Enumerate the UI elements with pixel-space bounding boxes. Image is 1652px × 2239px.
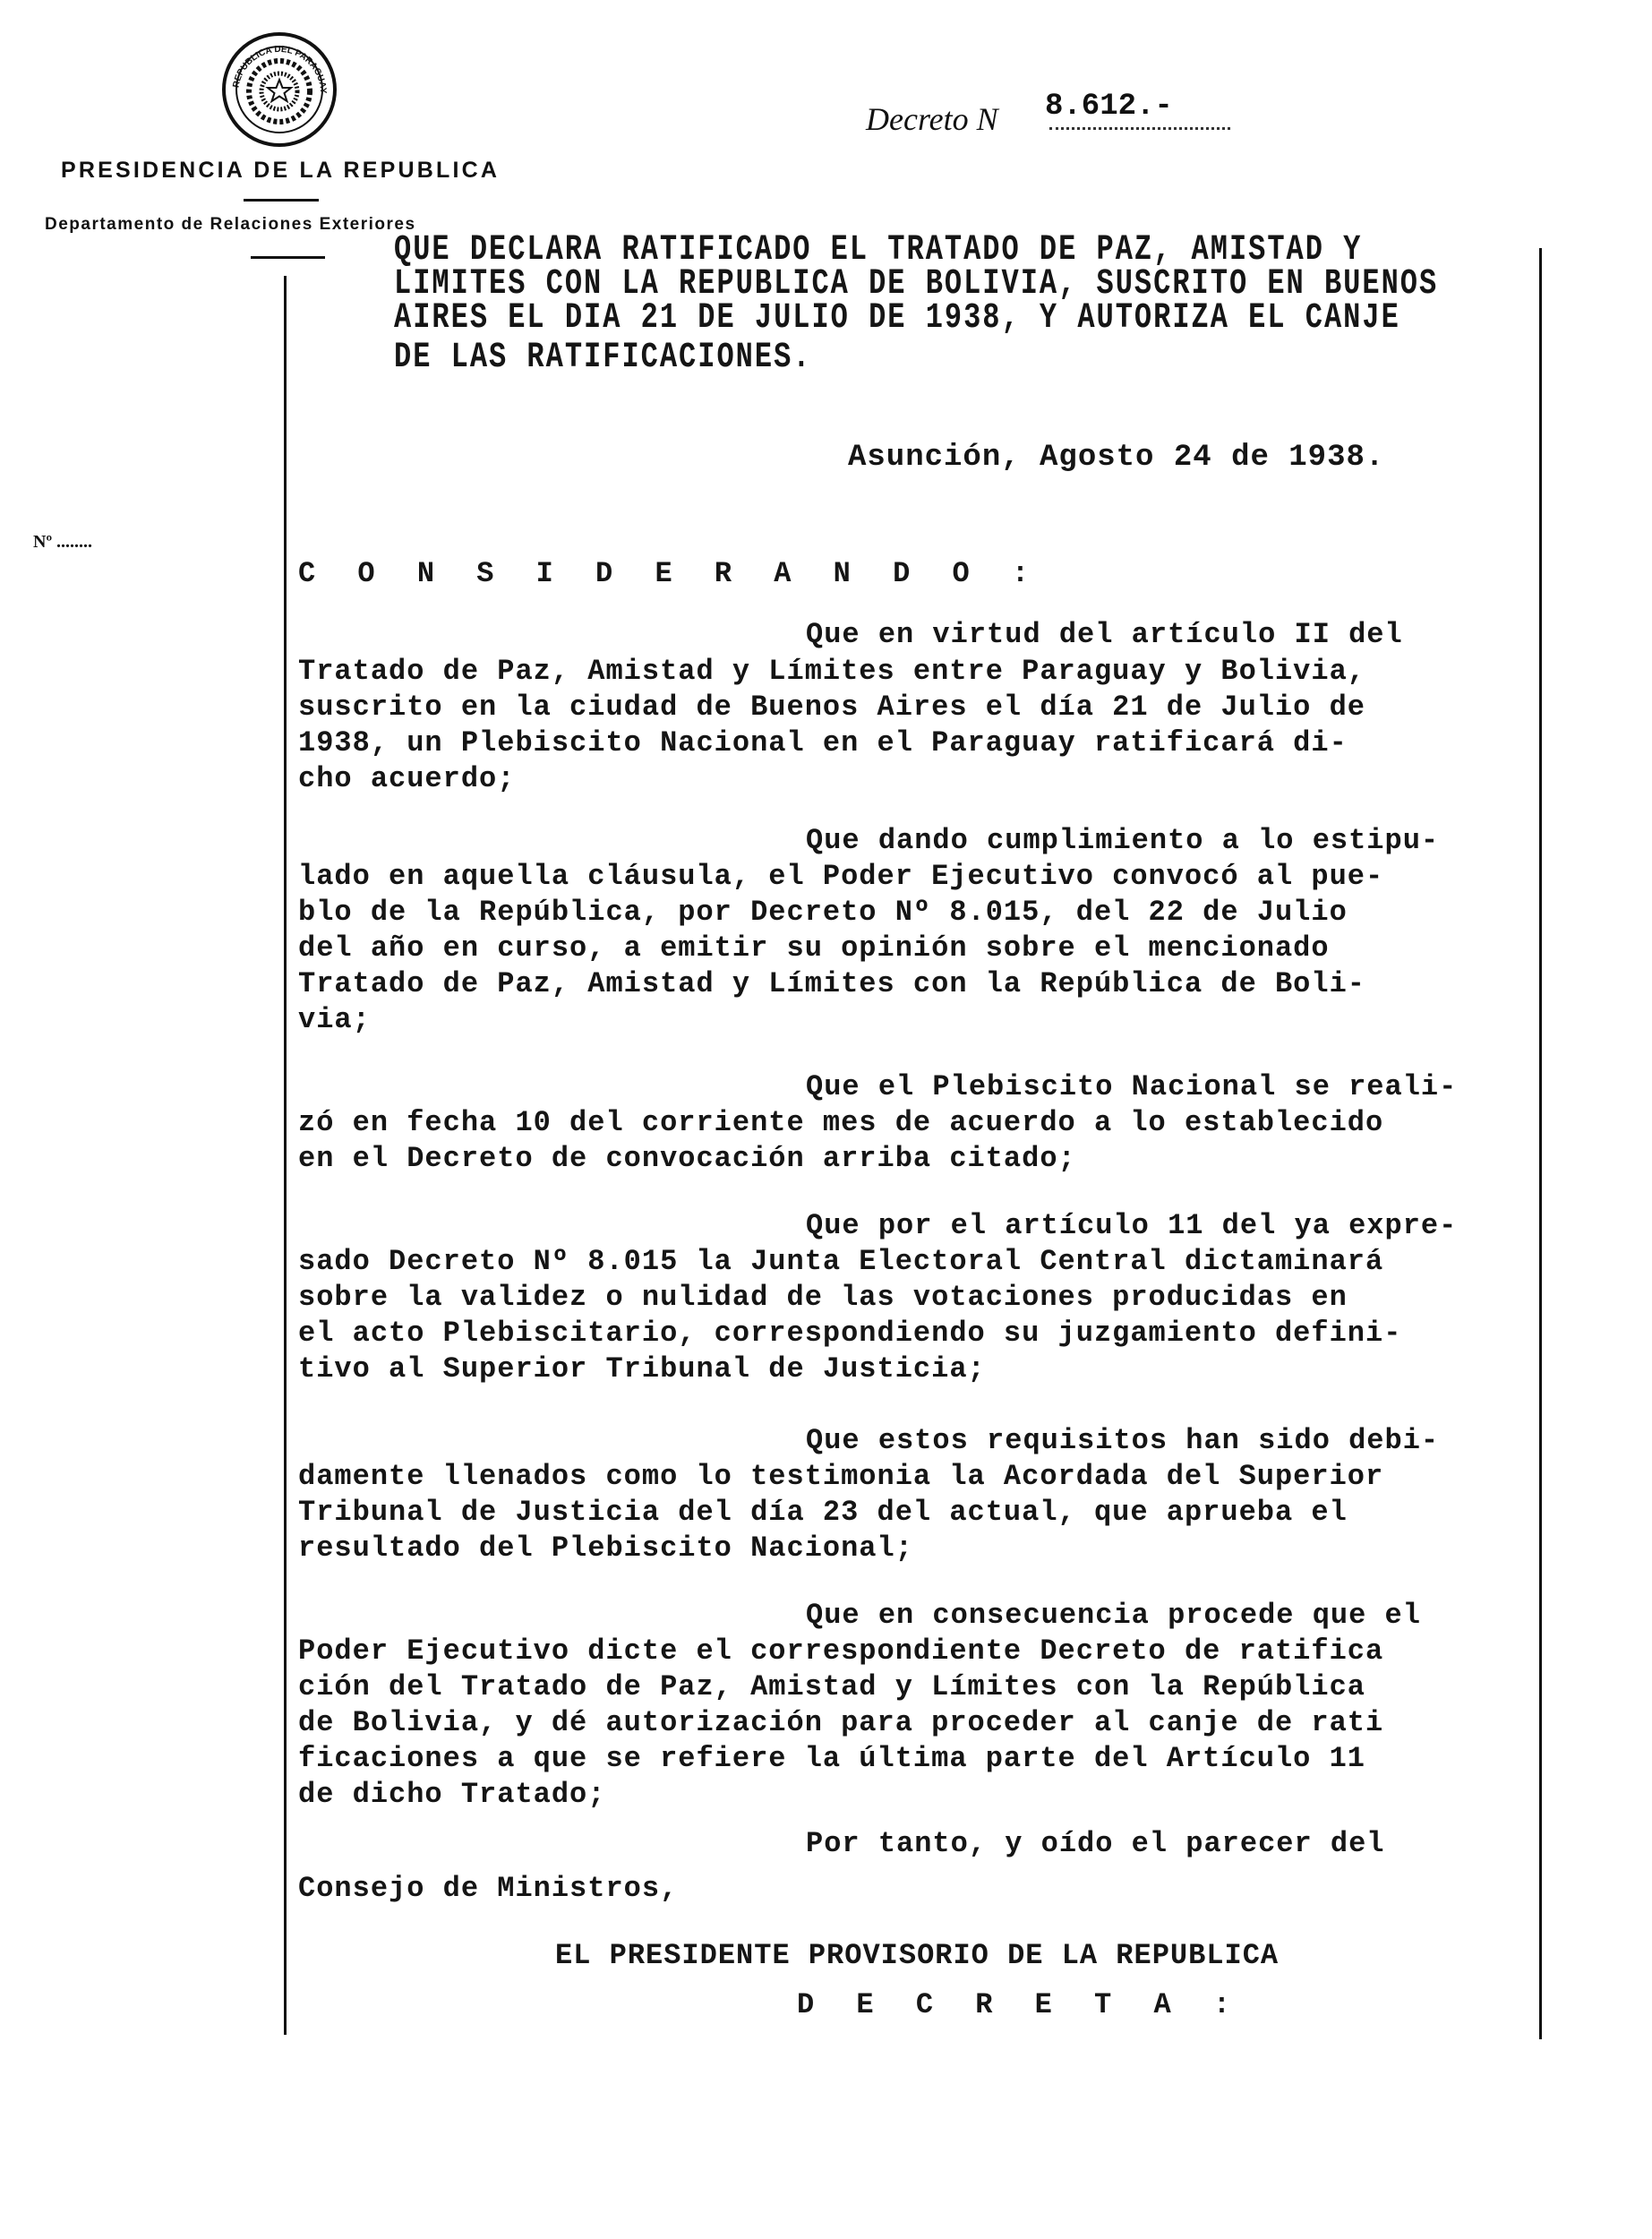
paragraph-line: sado Decreto Nº 8.015 la Junta Electoral Central dictaminará (298, 1245, 1384, 1278)
paragraph-line: resultado del Plebiscito Nacional; (298, 1531, 913, 1565)
paragraph-first-line: Que en consecuencia procede que el (806, 1599, 1421, 1632)
paragraph-first-line: Que estos requisitos han sido debi- (806, 1424, 1440, 1457)
paragraph-line: sobre la validez o nulidad de las votaciones producidas en (298, 1281, 1348, 1314)
paragraph-line: en el Decreto de convocación arriba citado; (298, 1142, 1076, 1175)
paragraph-first-line: Que por el artículo 11 del ya expre- (806, 1209, 1458, 1242)
paragraph-line: Consejo de Ministros, (298, 1872, 679, 1905)
considerando-heading: C O N S I D E R A N D O : (298, 557, 1042, 590)
file-number-field: Nº ........ (33, 532, 93, 552)
paragraph-line: de dicho Tratado; (298, 1778, 606, 1811)
paragraph-line: el acto Plebiscitario, correspondiendo su juzgamiento defini- (298, 1317, 1402, 1350)
paragraph-first-line: Que en virtud del artículo II del (806, 618, 1403, 651)
header-rule (244, 199, 319, 202)
paragraph-line: 1938, un Plebiscito Nacional en el Paraguay ratificará di- (298, 726, 1348, 759)
svg-text:REPUBLICA DEL PARAGUAY: REPUBLICA DEL PARAGUAY (231, 44, 329, 94)
decree-number: 8.612.- (1045, 90, 1173, 124)
paragraph-line: lado en aquella cláusula, el Poder Ejecutivo convocó al pue- (298, 860, 1384, 893)
title-line: AIRES EL DIA 21 DE JULIO DE 1938, Y AUTORIZA EL CANJE (394, 296, 1400, 339)
paragraph-line: suscrito en la ciudad de Buenos Aires el día 21 de Julio de (298, 691, 1365, 724)
paragraph-line: ción del Tratado de Paz, Amistad y Límites con la República (298, 1670, 1365, 1703)
paragraph-line: blo de la República, por Decreto Nº 8.015, del 22 de Julio (298, 896, 1348, 929)
title-line: DE LAS RATIFICACIONES. (394, 336, 812, 378)
paragraph-line: de Bolivia, y dé autorización para proceder al canje de rati (298, 1706, 1384, 1739)
paragraph-first-line: Que dando cumplimiento a lo estipu- (806, 824, 1440, 857)
coat-of-arms-seal-icon (220, 30, 338, 149)
place-date: Asunción, Agosto 24 de 1938. (848, 441, 1385, 475)
paragraph-line: via; (298, 1003, 371, 1036)
paragraph-line: tivo al Superior Tribunal de Justicia; (298, 1352, 986, 1385)
title-line: LIMITES CON LA REPUBLICA DE BOLIVIA, SUSCRITO EN BUENOS (394, 262, 1439, 305)
enacting-authority: EL PRESIDENTE PROVISORIO DE LA REPUBLICA (555, 1939, 1280, 1972)
title-line: QUE DECLARA RATIFICADO EL TRATADO DE PAZ, AMISTAD Y (394, 228, 1363, 270)
department-name: Departamento de Relaciones Exteriores (45, 215, 416, 234)
header-rule (251, 256, 325, 259)
paragraph-line: Tribunal de Justicia del día 23 del actual, que aprueba el (298, 1496, 1348, 1529)
paragraph-line: damente llenados como lo testimonia la Acordada del Superior (298, 1460, 1384, 1493)
paragraph-line: Tratado de Paz, Amistad y Límites entre Paraguay y Bolivia, (298, 655, 1365, 688)
right-margin-line (1539, 248, 1542, 2039)
paragraph-first-line: Que el Plebiscito Nacional se reali- (806, 1070, 1458, 1103)
paragraph-first-line: Por tanto, y oído el parecer del (806, 1827, 1385, 1860)
decreta-heading: D E C R E T A : (797, 1988, 1244, 2021)
paragraph-line: cho acuerdo; (298, 762, 516, 795)
institution-name: PRESIDENCIA DE LA REPUBLICA (61, 158, 501, 183)
paragraph-line: ficaciones a que se refiere la última parte del Artículo 11 (298, 1742, 1365, 1775)
decree-number-dotted-line (1049, 127, 1230, 130)
decree-label: Decreto N (866, 101, 998, 137)
paragraph-line: Tratado de Paz, Amistad y Límites con la República de Boli- (298, 967, 1365, 1000)
paragraph-line: zó en fecha 10 del corriente mes de acuerdo a lo establecido (298, 1106, 1384, 1139)
paragraph-line: del año en curso, a emitir su opinión sobre el mencionado (298, 931, 1330, 965)
left-margin-line (284, 276, 287, 2035)
paragraph-line: Poder Ejecutivo dicte el correspondiente Decreto de ratifica (298, 1634, 1384, 1668)
